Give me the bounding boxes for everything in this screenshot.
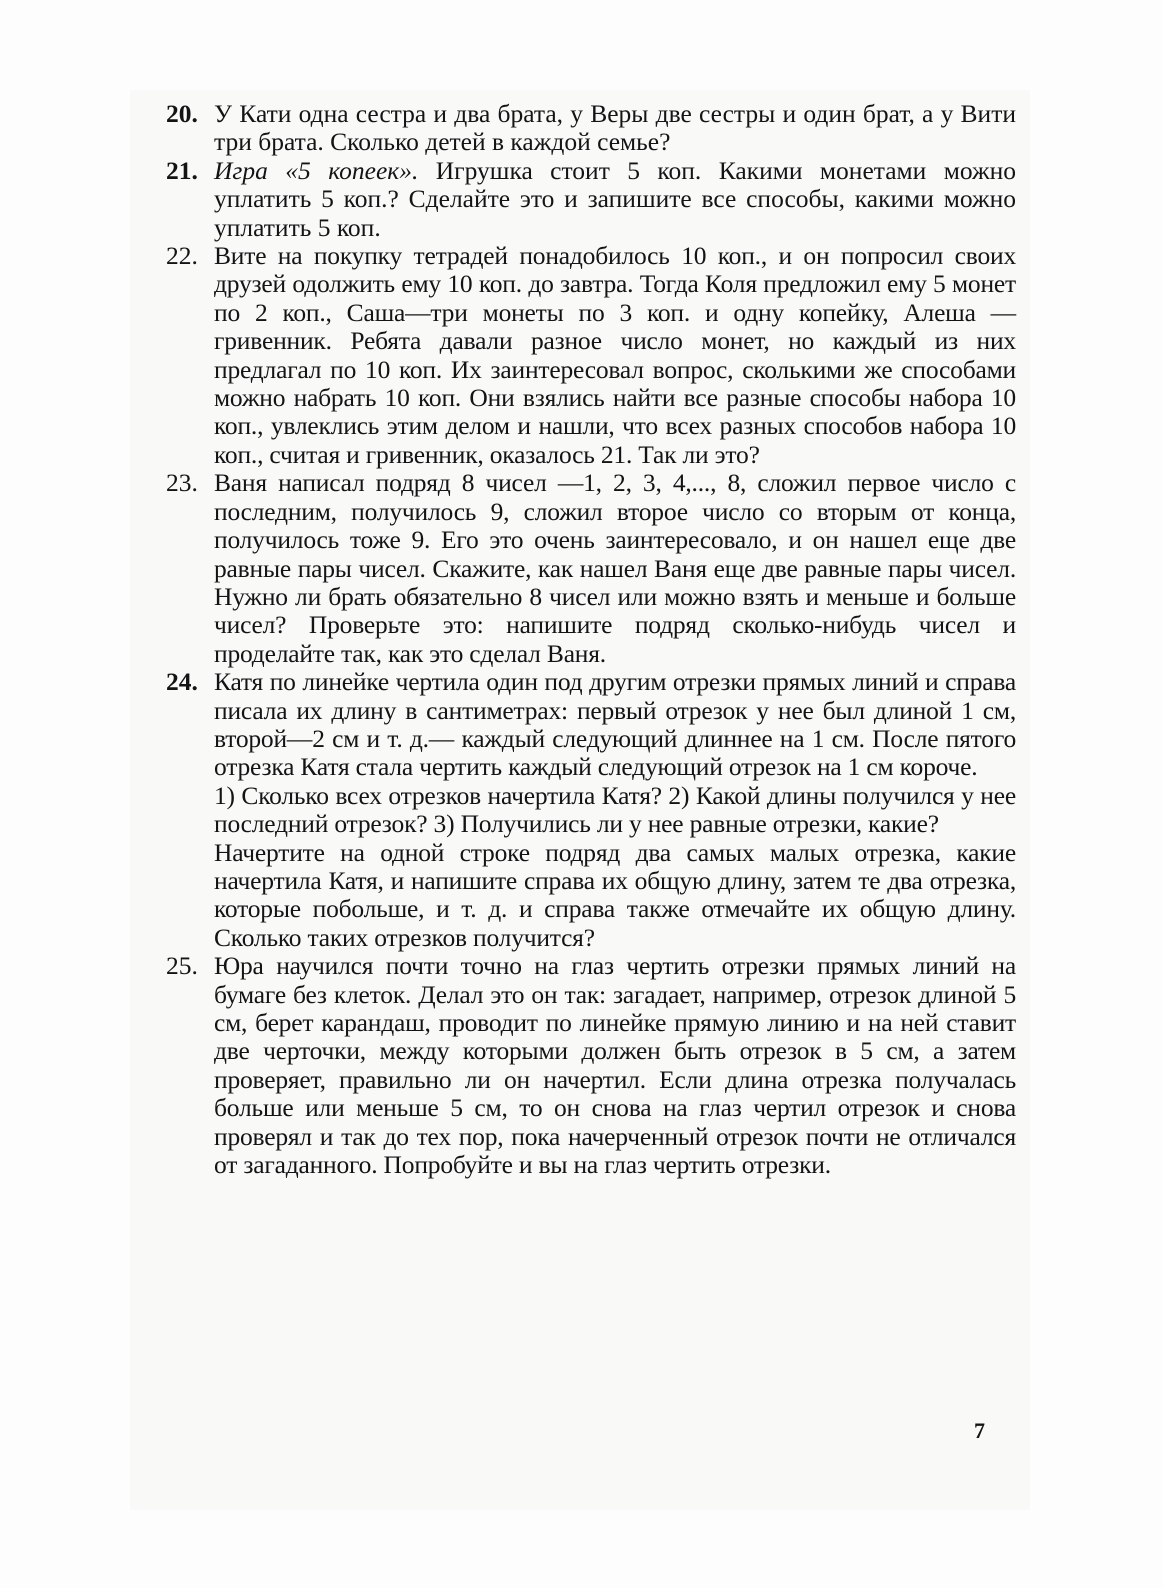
problem-body [214, 242, 1016, 469]
problem-text: У Кати одна сестра и два брата, у Веры две сестры и один брат, а у Вити три брата. Сколько детей в каждой семье? [214, 99, 1016, 157]
problem-23 [166, 469, 1016, 668]
problem-number: 23. [166, 468, 198, 498]
problem-22 [166, 242, 1016, 469]
problem-list [166, 100, 1016, 1179]
problem-title: Игра «5 копеек». [214, 155, 419, 185]
problem-body [214, 952, 1016, 1179]
problem-body [214, 157, 1016, 242]
problem-text: Вите на покупку тетрадей понадобилось 10 коп., и он попросил своих друзей одолжить ему 10 коп. до завтра. Тогда Коля предложил ему 5 монет по 2 коп., Саша—три монеты по 3 коп. и одну копейку, Алеша — гривенник. Ребята давали разное число монет, но каждый из них предлагал по 10 коп. Их заинтересовал вопрос, сколькими же способами можно набрать 10 коп. Они взялись найти все разные способы набора 10 коп., увлеклись этим делом и нашли, что всех разных способов набора 10 коп., считая и гривенник, оказалось 21. Так ли это? [214, 241, 1016, 469]
problem-24 [166, 668, 1016, 952]
page-number: 7 [974, 1418, 985, 1443]
problem-text-wrapper [214, 157, 1016, 242]
problem-25 [166, 952, 1016, 1179]
problem-task: Начертите на одной строке подряд два самых малых отрезка, какие начертила Катя, и напишите справа их общую длину, затем те два отрезка, которые побольше, и т. д. и справа также отмечайте их общую длину. Сколько таких отрезков получится? [214, 837, 1016, 952]
problem-text: Игрушка стоит 5 коп. Какими монетами можно уплатить 5 коп.? Сделайте это и запишите все способы, какими можно уплатить 5 коп. [214, 155, 1017, 242]
problem-body [214, 100, 1016, 157]
problem-number: 21. [166, 155, 198, 185]
problem-text: Ваня написал подряд 8 чисел —1, 2, 3, 4,..., 8, сложил первое число с последним, получилось 9, сложил второе число со вторым от конца, получилось тоже 9. Его это очень заинтересовало, и он нашел еще две равные пары чисел. Скажите, как нашел Ваня еще две равные пары чисел. Нужно ли брать обязательно 8 чисел или можно взять и меньше и больше чисел? Проверьте это: напишите подряд сколько-нибудь чисел и проделайте так, как это сделал Ваня. [214, 468, 1016, 668]
problem-21 [166, 157, 1016, 242]
problem-text: Юра научился почти точно на глаз чертить отрезки прямых линий на бумаге без клеток. Делал это он так: загадает, например, отрезок длиной 5 см, берет карандаш, проводит по линейке прямую линию и на ней ставит две черточки, между которыми должен быть отрезок в 5 см, а затем проверяет, правильно ли он начертил. Если длина отрезка получалась больше или меньше 5 см, то он снова на глаз чертил отрезок и снова проверял и так до тех пор, пока начерченный отрезок почти не отличался от загаданного. Попробуйте и вы на глаз чертить отрезки. [214, 951, 1016, 1180]
problem-number: 25. [166, 951, 198, 981]
problem-text: Катя по линейке чертила один под другим отрезки прямых линий и справа писала их длину в сантиметрах: первый отрезок у нее был длиной 1 см, второй—2 см и т. д.— каждый следующий длиннее на 1 см. После пятого отрезка Катя стала чертить каждый следующий отрезок на 1 см короче. [214, 667, 1016, 782]
problem-body [214, 668, 1016, 952]
problem-20 [166, 100, 1016, 157]
problem-number: 24. [166, 667, 198, 697]
problem-number: 22. [166, 241, 198, 271]
problem-body [214, 469, 1016, 668]
problem-questions: 1) Сколько всех отрезков начертила Катя? 2) Какой длины получился у нее последний отрезок? 3) Получились ли у нее равные отрезки, какие? [214, 780, 1016, 839]
problem-number: 20. [166, 99, 198, 128]
